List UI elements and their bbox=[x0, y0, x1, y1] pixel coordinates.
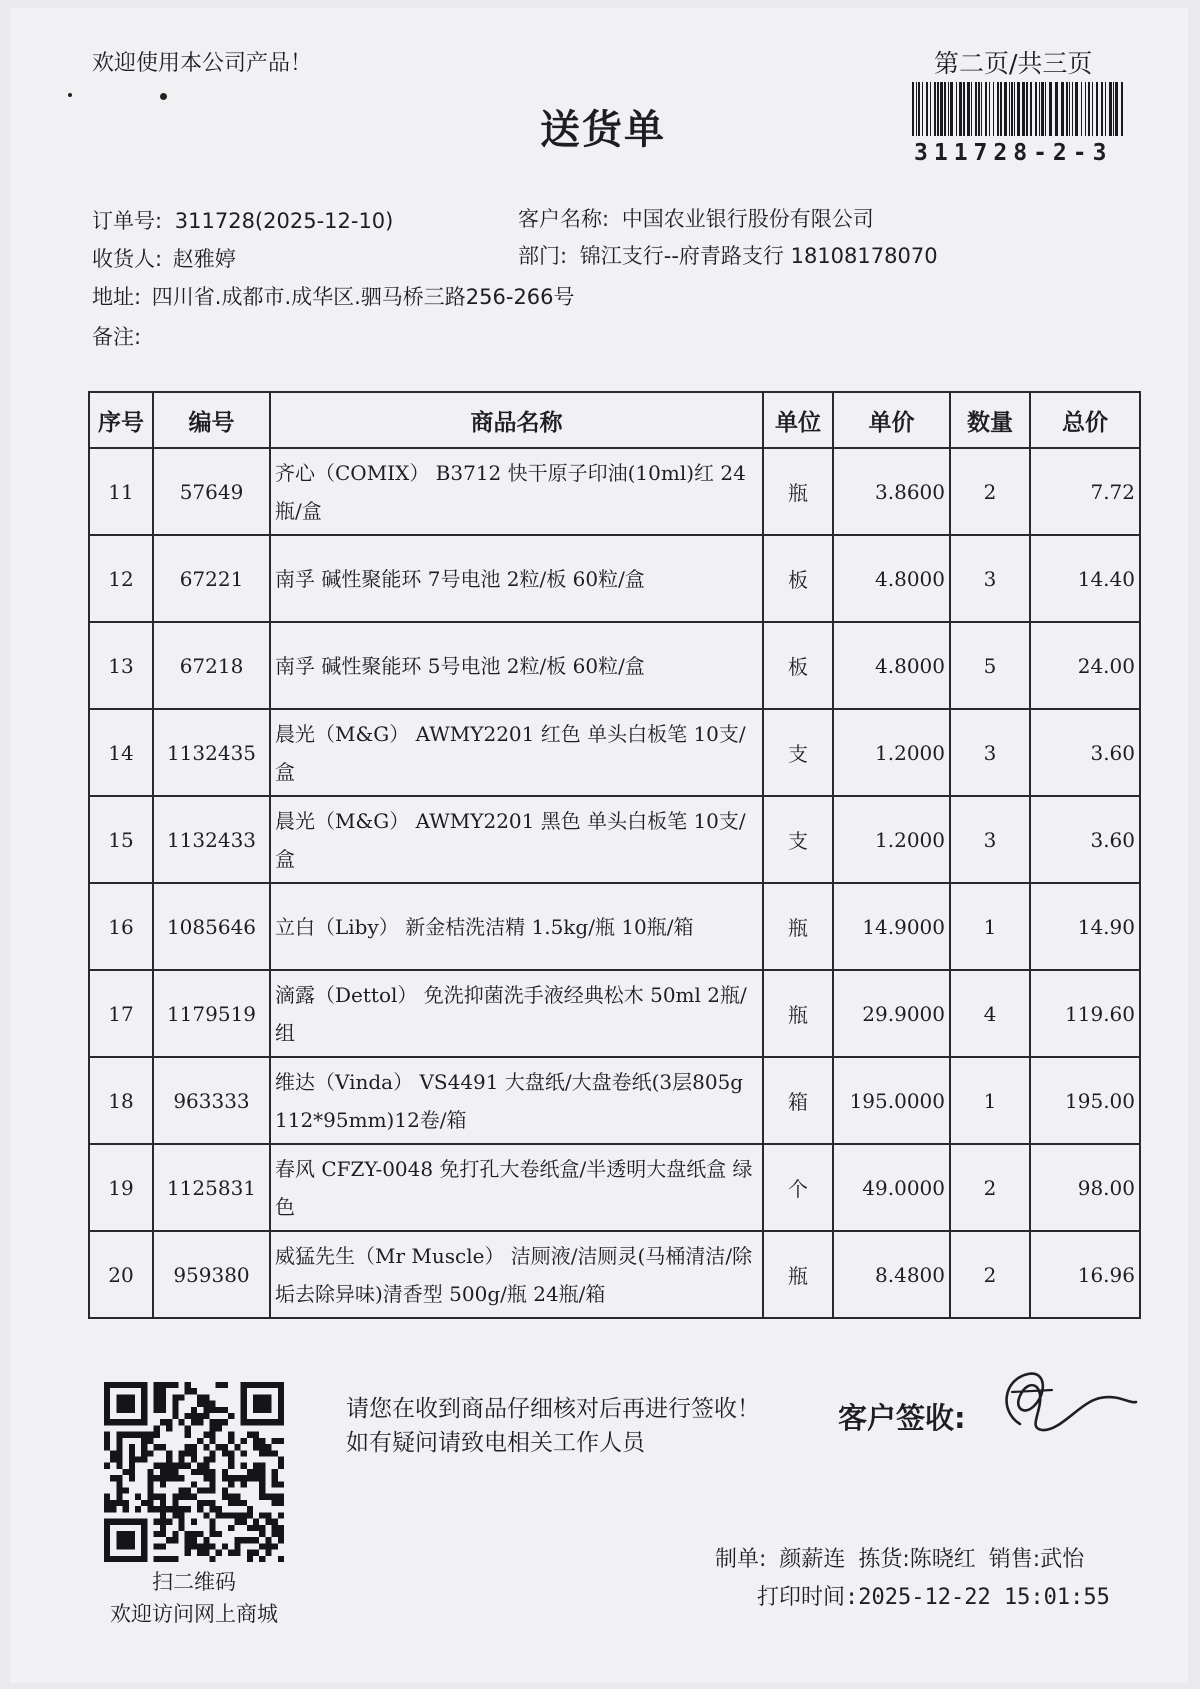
barcode-number: 311728-2-3 bbox=[914, 140, 1113, 166]
cell-index: 11 bbox=[89, 448, 153, 535]
cell-unit: 板 bbox=[763, 535, 833, 622]
cell-total: 3.60 bbox=[1030, 709, 1140, 796]
cell-product-name: 维达（Vinda） VS4491 大盘纸/大盘卷纸(3层805g 112*95mm)12卷/箱 bbox=[270, 1057, 763, 1144]
cell-quantity: 1 bbox=[950, 1057, 1030, 1144]
cell-code: 67221 bbox=[153, 535, 270, 622]
cell-unit: 箱 bbox=[763, 1057, 833, 1144]
department-label: 部门: bbox=[518, 244, 568, 268]
cell-code: 963333 bbox=[153, 1057, 270, 1144]
col-header-unit-price: 单价 bbox=[833, 392, 950, 448]
cell-quantity: 3 bbox=[950, 709, 1030, 796]
table-row bbox=[89, 1144, 1140, 1231]
table-row bbox=[89, 883, 1140, 970]
customer-signature-label: 客户签收: bbox=[838, 1401, 966, 1435]
barcode-image bbox=[912, 82, 1124, 136]
cell-code: 57649 bbox=[153, 448, 270, 535]
cell-index: 15 bbox=[89, 796, 153, 883]
cell-quantity: 3 bbox=[950, 535, 1030, 622]
goods-table bbox=[88, 391, 1141, 1319]
receiver-value: 赵雅婷 bbox=[172, 247, 236, 271]
department-row bbox=[518, 240, 938, 270]
cell-code: 1132433 bbox=[153, 796, 270, 883]
page-indicator: 第二页/共三页 bbox=[934, 49, 1093, 78]
cell-product-name: 立白（Liby） 新金桔洗洁精 1.5kg/瓶 10瓶/箱 bbox=[270, 883, 763, 970]
cell-unit: 瓶 bbox=[763, 970, 833, 1057]
cell-quantity: 2 bbox=[950, 1231, 1030, 1318]
table-row bbox=[89, 448, 1140, 535]
cell-unit-price: 3.8600 bbox=[833, 448, 950, 535]
cell-unit: 支 bbox=[763, 709, 833, 796]
col-header-quantity: 数量 bbox=[950, 392, 1030, 448]
print-time: 打印时间:2025-12-22 15:01:55 bbox=[757, 1585, 1110, 1610]
receiver-label: 收货人: bbox=[92, 247, 163, 271]
address-row bbox=[92, 281, 575, 311]
cell-total: 98.00 bbox=[1030, 1144, 1140, 1231]
cell-index: 18 bbox=[89, 1057, 153, 1144]
ink-speck bbox=[68, 93, 72, 97]
remark-label: 备注: bbox=[92, 325, 142, 349]
staff-info: 制单: 颜薪连 拣货:陈晓红 销售:武怡 bbox=[715, 1547, 1085, 1572]
qr-caption-mall: 欢迎访问网上商城 bbox=[110, 1602, 278, 1626]
cell-unit: 板 bbox=[763, 622, 833, 709]
cell-code: 959380 bbox=[153, 1231, 270, 1318]
table-row bbox=[89, 1231, 1140, 1318]
cell-code: 1125831 bbox=[153, 1144, 270, 1231]
verification-notice: 请您在收到商品仔细核对后再进行签收！如有疑问请致电相关工作人员 bbox=[346, 1396, 760, 1456]
cell-total: 7.72 bbox=[1030, 448, 1140, 535]
cell-total: 14.90 bbox=[1030, 883, 1140, 970]
cell-unit: 瓶 bbox=[763, 448, 833, 535]
cell-unit-price: 4.8000 bbox=[833, 535, 950, 622]
cell-unit-price: 1.2000 bbox=[833, 709, 950, 796]
ink-speck bbox=[160, 93, 167, 100]
cell-unit-price: 1.2000 bbox=[833, 796, 950, 883]
customer-name-label: 客户名称: bbox=[518, 207, 610, 231]
cell-product-name: 威猛先生（Mr Muscle） 洁厕液/洁厕灵(马桶清洁/除垢去除异味)清香型 500g/瓶 24瓶/箱 bbox=[270, 1231, 763, 1318]
qr-caption-scan: 扫二维码 bbox=[152, 1570, 236, 1594]
cell-unit: 瓶 bbox=[763, 883, 833, 970]
table-header-row bbox=[89, 392, 1140, 448]
customer-signature-image bbox=[990, 1362, 1140, 1442]
order-number-label: 订单号: bbox=[92, 209, 163, 233]
cell-quantity: 2 bbox=[950, 448, 1030, 535]
cell-unit: 支 bbox=[763, 796, 833, 883]
cell-index: 20 bbox=[89, 1231, 153, 1318]
cell-index: 17 bbox=[89, 970, 153, 1057]
cell-unit-price: 195.0000 bbox=[833, 1057, 950, 1144]
table-row bbox=[89, 1057, 1140, 1144]
cell-quantity: 1 bbox=[950, 883, 1030, 970]
cell-code: 1179519 bbox=[153, 970, 270, 1057]
cell-unit-price: 49.0000 bbox=[833, 1144, 950, 1231]
cell-unit-price: 29.9000 bbox=[833, 970, 950, 1057]
address-label: 地址: bbox=[92, 285, 142, 309]
cell-product-name: 晨光（M&G） AWMY2201 黑色 单头白板笔 10支/盒 bbox=[270, 796, 763, 883]
table-row bbox=[89, 622, 1140, 709]
address-value: 四川省.成都市.成华区.驷马桥三路256-266号 bbox=[151, 285, 575, 309]
cell-total: 119.60 bbox=[1030, 970, 1140, 1057]
cell-product-name: 滴露（Dettol） 免洗抑菌洗手液经典松木 50ml 2瓶/组 bbox=[270, 970, 763, 1057]
cell-code: 67218 bbox=[153, 622, 270, 709]
cell-code: 1132435 bbox=[153, 709, 270, 796]
cell-unit-price: 4.8000 bbox=[833, 622, 950, 709]
cell-index: 19 bbox=[89, 1144, 153, 1231]
table-row bbox=[89, 535, 1140, 622]
cell-product-name: 南孚 碱性聚能环 7号电池 2粒/板 60粒/盒 bbox=[270, 535, 763, 622]
cell-quantity: 4 bbox=[950, 970, 1030, 1057]
table-row bbox=[89, 796, 1140, 883]
cell-index: 16 bbox=[89, 883, 153, 970]
cell-quantity: 5 bbox=[950, 622, 1030, 709]
cell-index: 14 bbox=[89, 709, 153, 796]
cell-index: 13 bbox=[89, 622, 153, 709]
cell-total: 24.00 bbox=[1030, 622, 1140, 709]
cell-total: 3.60 bbox=[1030, 796, 1140, 883]
cell-unit: 瓶 bbox=[763, 1231, 833, 1318]
col-header-unit: 单位 bbox=[763, 392, 833, 448]
cell-product-name: 南孚 碱性聚能环 5号电池 2粒/板 60粒/盒 bbox=[270, 622, 763, 709]
col-header-index: 序号 bbox=[89, 392, 153, 448]
cell-quantity: 3 bbox=[950, 796, 1030, 883]
welcome-text: 欢迎使用本公司产品！ bbox=[92, 51, 313, 76]
receiver-row bbox=[92, 243, 236, 273]
table-row bbox=[89, 709, 1140, 796]
col-header-code: 编号 bbox=[153, 392, 270, 448]
col-header-product-name: 商品名称 bbox=[270, 392, 763, 448]
cell-quantity: 2 bbox=[950, 1144, 1030, 1231]
cell-index: 12 bbox=[89, 535, 153, 622]
col-header-total: 总价 bbox=[1030, 392, 1140, 448]
cell-unit: 个 bbox=[763, 1144, 833, 1231]
order-number-value: 311728(2025-12-10) bbox=[174, 209, 394, 233]
cell-unit-price: 8.4800 bbox=[833, 1231, 950, 1318]
cell-unit-price: 14.9000 bbox=[833, 883, 950, 970]
cell-product-name: 春风 CFZY-0048 免打孔大卷纸盒/半透明大盘纸盒 绿色 bbox=[270, 1144, 763, 1231]
cell-total: 14.40 bbox=[1030, 535, 1140, 622]
cell-total: 16.96 bbox=[1030, 1231, 1140, 1318]
cell-product-name: 晨光（M&G） AWMY2201 红色 单头白板笔 10支/盒 bbox=[270, 709, 763, 796]
customer-name-row bbox=[518, 203, 874, 233]
cell-product-name: 齐心（COMIX） B3712 快干原子印油(10ml)红 24瓶/盒 bbox=[270, 448, 763, 535]
department-value: 锦江支行--府青路支行 18108178070 bbox=[579, 244, 938, 268]
remark-row bbox=[92, 321, 145, 351]
qr-code-image bbox=[104, 1382, 284, 1562]
cell-total: 195.00 bbox=[1030, 1057, 1140, 1144]
order-number-row bbox=[92, 205, 393, 235]
cell-code: 1085646 bbox=[153, 883, 270, 970]
page-title: 送货单 bbox=[540, 107, 666, 153]
table-row bbox=[89, 970, 1140, 1057]
customer-name-value: 中国农业银行股份有限公司 bbox=[621, 207, 874, 231]
